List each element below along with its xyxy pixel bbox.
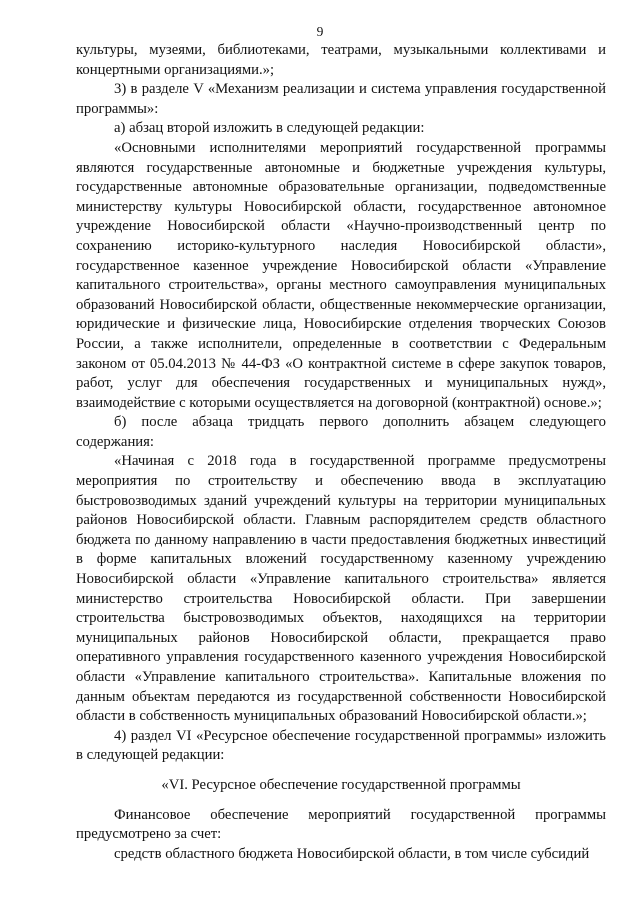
- section-heading: «VI. Ресурсное обеспечение государственной программы: [161, 776, 521, 793]
- paragraph-subitem-a: а) абзац второй изложить в следующей редакции:: [114, 120, 425, 137]
- paragraph-item-4: 4) раздел VI «Ресурсное обеспечение государственной программы» изложить в следующей редакции:: [76, 727, 606, 764]
- document-body: [76, 41, 606, 864]
- paragraph-item-3: 3) в разделе V «Механизм реализации и система управления государственной программы»:: [76, 81, 606, 117]
- paragraph-subitem-b: б) после абзаца тридцать первого дополнить абзацем следующего содержания:: [76, 414, 606, 450]
- paragraph-quote-executors: «Основными исполнителями мероприятий государственной программы являются государственные автономные и бюджетные учреждения культуры, государственные автономные образовательные организации, подведомственные министерству культуры Новосибирской области, государственное автономное учреждение Новосибирской области «Научно-производственный центр по сохранению историко-культурного наследия Новосибирской области», государственное казенное учреждение Новосибирской области «Управление капитального строительства», органы местного самоуправления муниципальных образований Новосибирской области, общественные некоммерческие организации, юридические и физические лица, Новосибирские отделения творческих Союзов России, а также исполнители, определенные в соответствии с Федеральным законом от 05.04.2013 № 44-ФЗ «О контрактной системе в сфере закупок товаров, работ, услуг для обеспечения государственных и муниципальных нужд», взаимодействие с которыми осуществляется на договорной (контрактной) основе.»;: [76, 139, 606, 411]
- paragraph-quote-construction: «Начиная с 2018 года в государственной программе предусмотрены мероприятия по строительству и обеспечению ввода в эксплуатацию быстровозводимых зданий учреждений культуры на территории муниципальных районов Новосибирской области. Главным распорядителем средств областного бюджета по данному направлению в части предоставления бюджетных инвестиций в форме капитальных вложений государственному казенному учреждению Новосибирской области «Управление капитального строительства» является министерство строительства Новосибирской области. При завершении строительства быстровозводимых объектов, находящихся на территории муниципальных районов Новосибирской области, прекращается право оперативного управления государственного казенного учреждения Новосибирской области «Управление капитального строительства». Капитальные вложения по данным объектам передаются из государственной собственности Новосибирской области в собственность муниципальных образований Новосибирской области.»;: [76, 453, 606, 725]
- paragraph-continuation: культуры, музеями, библиотеками, театрами, музыкальными коллективами и концертными организациями.»;: [76, 42, 606, 78]
- paragraph-financing-sources: средств областного бюджета Новосибирской области, в том числе субсидий: [114, 845, 590, 862]
- page-number: 9: [316, 24, 324, 39]
- paragraph-financing: Финансовое обеспечение мероприятий государственной программы предусмотрено за счет:: [76, 806, 606, 843]
